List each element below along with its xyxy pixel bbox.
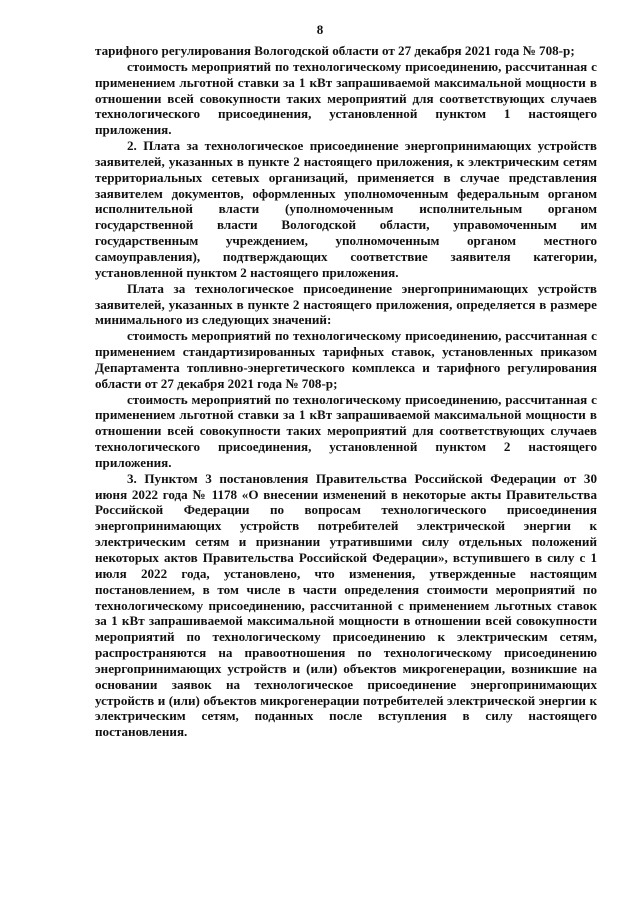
paragraph-item-3-government-resolution: 3. Пунктом 3 постановления Правительства Российской Федерации от 30 июня 2022 года № 1178 «О внесении изменений в некоторые акты Правительства Российской Федерации по вопросам технологического присоединения энергопринимающих устройств потребителей электрической энергии к электрическим сетям и признании утратившими силу отдельных положений некоторых актов Правительства Российской Федерации», вступившего в силу с 1 июля 2022 года, установлено, что изменения, утвержденные настоящим постановлением, в том числе в части определения стоимости мероприятий по технологическому присоединению, рассчитанной с применением льготных ставок за 1 кВт запрашиваемой максимальной мощности в отношении всей совокупности мероприятий по технологическому присоединению к электрическим сетям, распространяются на правоотношения по технологическому присоединению энергопринимающих устройств и (или) объектов микрогенерации, возникшие на основании заявок на технологическое присоединение энергопринимающих устройств и (или) объектов микрогенерации потребителей электрической энергии к электрическим сетям, поданных после вступления в силу настоящего постановления. xyxy=(95,470,597,740)
paragraph-cost-preferential-rate-1: стоимость мероприятий по технологическому присоединению, рассчитанная с применением льготной ставки за 1 кВт запрашиваемой максимальной мощности в отношении всей совокупности таких мероприятий для соответствующих случаев технологического присоединения, установленной пунктом 1 настоящего приложения. xyxy=(95,58,597,138)
paragraph-fee-minimum-value: Плата за технологическое присоединение энергопринимающих устройств заявителей, указанных в пункте 2 настоящего приложения, определяется в размере минимального из следующих значений: xyxy=(95,280,597,328)
document-body xyxy=(95,43,597,740)
paragraph-tariff-regulation-tail: тарифного регулирования Вологодской области от 27 декабря 2021 года № 708-р; xyxy=(95,43,575,58)
paragraph-cost-standard-rates: стоимость мероприятий по технологическому присоединению, рассчитанная с применением стандартизированных тарифных ставок, установленных приказом Департамента топливно-энергетического комплекса и тарифного регулирования области от 27 декабря 2021 года № 708-р; xyxy=(95,328,597,391)
paragraph-cost-preferential-rate-2: стоимость мероприятий по технологическому присоединению, рассчитанная с применением льготной ставки за 1 кВт запрашиваемой максимальной мощности в отношении всей совокупности таких мероприятий для соответствующих случаев технологического присоединения, установленной пунктом 2 настоящего приложения. xyxy=(95,391,597,470)
paragraph-item-2-fee: 2. Плата за технологическое присоединение энергопринимающих устройств заявителей, указанных в пункте 2 настоящего приложения, к электрическим сетям территориальных сетевых организаций, применяется в случае представления заявителем документов, оформленных уполномоченным федеральным органом исполнительной власти (уполномоченным исполнительным органом государственной власти Вологодской области, управомоченным им государственным учреждением, уполномоченным органом местного самоуправления), подтверждающих соответствие заявителя категории, установленной пунктом 2 настоящего приложения. xyxy=(95,138,597,280)
page-number: 8 xyxy=(316,22,324,37)
